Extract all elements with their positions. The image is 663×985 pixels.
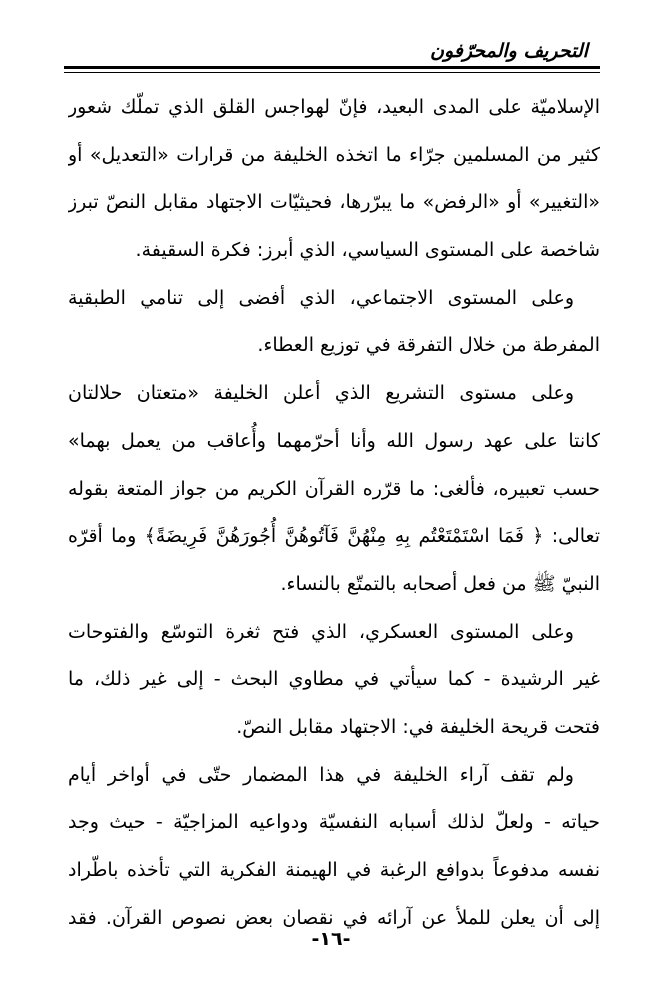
text-line: المفرطة من خلال التفرقة في توزيع العطاء. bbox=[257, 334, 600, 357]
text-line: النبيّ ﷺ من فعل أصحابه بالتمتّع بالنساء. bbox=[280, 572, 600, 595]
header-rule-thick bbox=[64, 66, 600, 69]
text-line: وعلى المستوى العسكري، الذي فتح ثغرة التوسّع والفتوحات bbox=[68, 620, 574, 643]
text-line: شاخصة على المستوى السياسي، الذي أبرز: فكرة السقيفة. bbox=[135, 239, 600, 262]
text-line: كانتا على عهد رسول الله وأنا أحرّمهما وأُعاقب من يعمل بهما» bbox=[68, 429, 600, 452]
text-line: غير الرشيدة - كما سيأتي في مطاوي البحث - إلى غير ذلك، ما bbox=[68, 668, 600, 691]
text-line: إلى أن يعلن للملأ عن آرائه في نقصان بعض نصوص القرآن. فقد bbox=[68, 906, 600, 929]
text-line: «التغيير» أو «الرفض» ما يبرّرها، فحيثيّات الاجتهاد مقابل النصّ تبرز bbox=[68, 191, 600, 214]
text-line: حياته - ولعلّ لذلك أسبابه النفسيّة ودواعيه المزاجيّة - حيث وجد bbox=[68, 811, 600, 834]
text-line: وعلى مستوى التشريع الذي أعلن الخليفة «متعتان حلالتان bbox=[68, 382, 574, 405]
text-line: الإسلاميّة على المدى البعيد، فإنّ لهواجس القلق الذي تملّك شعور bbox=[68, 96, 600, 118]
header-rule-thin bbox=[64, 72, 600, 73]
text-line: ولم تقف آراء الخليفة في هذا المضمار حتّى في أواخر أيام bbox=[68, 763, 574, 786]
text-line: كثير من المسلمين جرّاء ما اتخذه الخليفة من قرارات «التعديل» أو bbox=[68, 143, 600, 166]
quran-verse-line: تعالى: ﴿ فَمَا اسْتَمْتَعْتُم بِهِ مِنْهُنَّ فَآتُوهُنَّ أُجُورَهُنَّ فَرِيضَةً﴾ وما أقرّه bbox=[68, 525, 600, 548]
text-line: فتحت قريحة الخليفة في: الاجتهاد مقابل النصّ. bbox=[236, 715, 600, 738]
text-line: نفسه مدفوعاً بدوافع الرغبة في الهيمنة الفكرية التي تأخذه باطّراد bbox=[68, 859, 600, 881]
body-text bbox=[68, 84, 600, 942]
text-line: حسب تعبيره، فألغى: ما قرّره القرآن الكريم من جواز المتعة بقوله bbox=[68, 477, 600, 500]
running-header-title: التحريف والمحرّفون bbox=[430, 40, 588, 62]
text-line: وعلى المستوى الاجتماعي، الذي أفضى إلى تنامي الطبقية bbox=[68, 286, 574, 309]
page-number: -١٦- bbox=[311, 928, 351, 950]
